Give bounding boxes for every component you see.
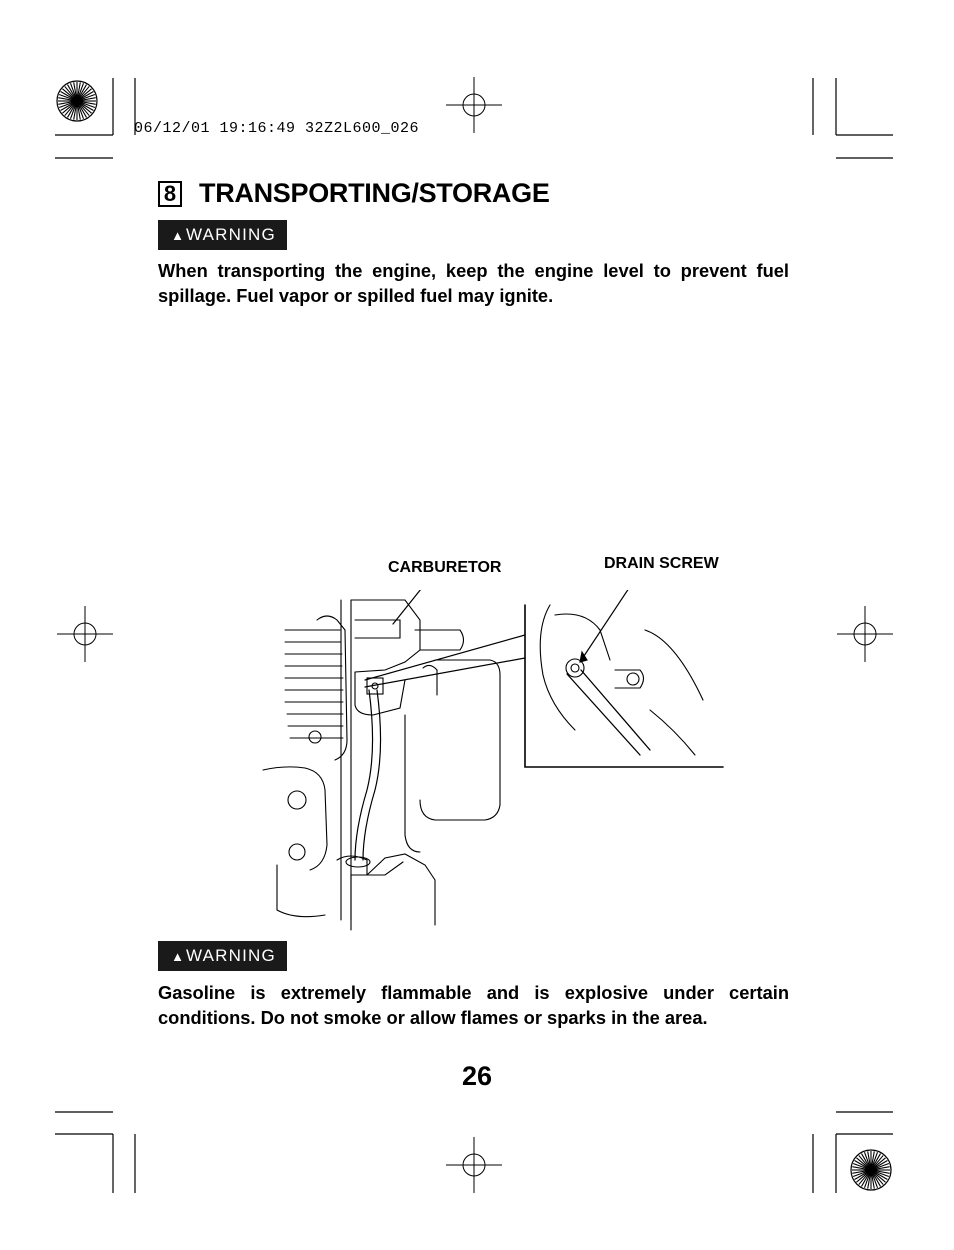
page-number: 26 <box>461 1061 493 1091</box>
warning-label: WARNING <box>185 946 276 965</box>
carburetor-drain-illustration <box>255 590 735 935</box>
warning-badge <box>158 220 287 250</box>
warning-text: Gasoline is extremely flammable and is explosive under certain conditions. Do not smoke or allow flames or sparks in the area. <box>158 982 789 1028</box>
warning-badge <box>158 941 287 971</box>
carburetor-label: CARBURETOR <box>388 559 502 576</box>
drain-screw-label: DRAIN SCREW <box>604 555 719 572</box>
warning-triangle-icon: ▲ <box>171 227 184 243</box>
warning-label: WARNING <box>185 225 276 244</box>
section-number-badge: 8 <box>158 181 182 207</box>
page-title: TRANSPORTING/STORAGE <box>199 178 550 208</box>
print-slug: 06/12/01 19:16:49 32Z2L600_026 <box>134 120 420 137</box>
warning-triangle-icon: ▲ <box>171 948 184 964</box>
warning-text: When transporting the engine, keep the engine level to prevent fuel spillage. Fuel vapor or spilled fuel may ignite. <box>158 260 789 306</box>
